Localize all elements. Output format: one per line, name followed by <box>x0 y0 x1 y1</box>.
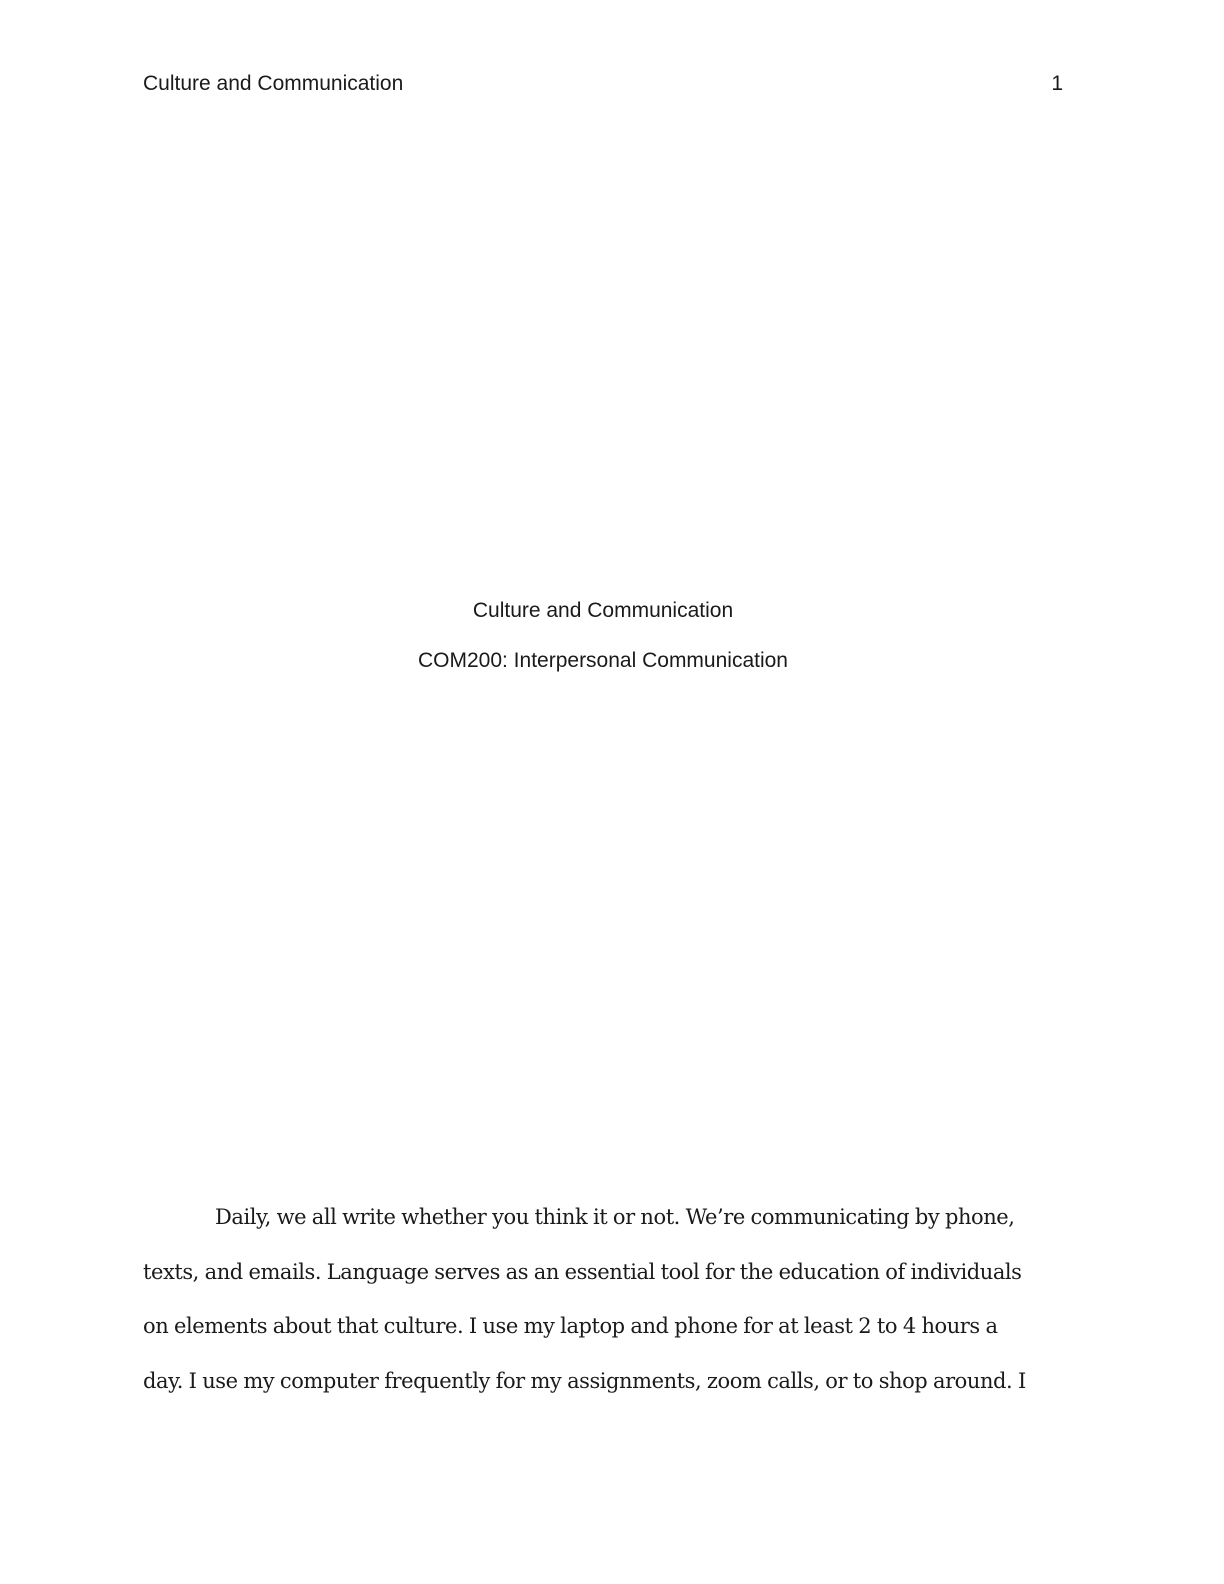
paragraph-line: day. I use my computer frequently for my assignments, zoom calls, or to shop around. I <box>143 1368 1026 1393</box>
running-head: Culture and Communication <box>143 72 404 95</box>
body-paragraph <box>143 1199 1063 1417</box>
page-number: 1 <box>1051 72 1063 95</box>
paragraph-line: Daily, we all write whether you think it or not. We’re communicating by phone, <box>215 1205 1015 1229</box>
course-name: COM200: Interpersonal Communication <box>417 649 788 672</box>
paragraph-line: on elements about that culture. I use my laptop and phone for at least 2 to 4 hours a <box>143 1314 998 1338</box>
title-block <box>143 597 1063 675</box>
document-title: Culture and Communication <box>472 599 734 622</box>
paragraph-line: texts, and emails. Language serves as an essential tool for the education of individuals <box>143 1259 1022 1284</box>
